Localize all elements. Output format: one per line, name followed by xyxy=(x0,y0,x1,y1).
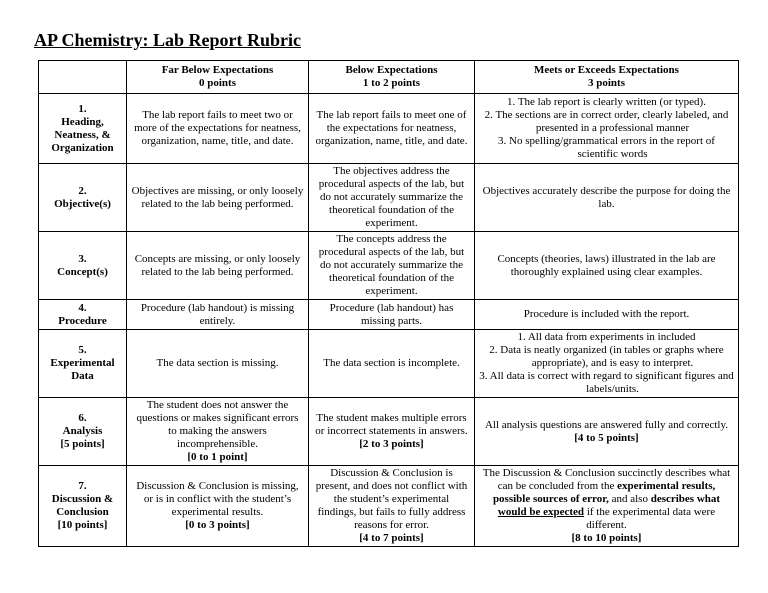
header-far-below: Far Below Expectations 0 points xyxy=(127,61,309,94)
header-row xyxy=(39,61,739,94)
concept-below: The concepts address the procedural aspects of the lab, but do not accurately summarize the theoretical foundation of the experiment. xyxy=(309,232,475,300)
heading-far-below: The lab report fails to meet two or more of the expectations for neatness, organization, name, title, and date. xyxy=(127,94,309,164)
discussion-meets: The Discussion & Conclusion succinctly describes what can be concluded from the experimental results, possible sources of error, and also describes what would be expected if the experimental data were different. [8 to 10 points] xyxy=(475,466,739,547)
rubric-table xyxy=(38,60,739,547)
discussion-below: Discussion & Conclusion is present, and does not conflict with the student’s experimental findings, but fails to fully address reasons for error. [4 to 7 points] xyxy=(309,466,475,547)
heading-below: The lab report fails to meet one of the expectations for neatness, organization, name, title, and date. xyxy=(309,94,475,164)
data-below: The data section is incomplete. xyxy=(309,330,475,398)
data-far-below: The data section is missing. xyxy=(127,330,309,398)
procedure-far-below: Procedure (lab handout) is missing entirely. xyxy=(127,300,309,330)
criterion-procedure: 4. Procedure xyxy=(39,300,127,330)
analysis-far-below: The student does not answer the questions or makes significant errors to making the answers incomprehensible. [0 to 1 point] xyxy=(127,398,309,466)
criterion-data: 5. Experimental Data xyxy=(39,330,127,398)
header-meets: Meets or Exceeds Expectations 3 points xyxy=(475,61,739,94)
criterion-objective: 2. Objective(s) xyxy=(39,164,127,232)
objective-below: The objectives address the procedural aspects of the lab, but do not accurately summarize the theoretical foundation of the experiment. xyxy=(309,164,475,232)
procedure-below: Procedure (lab handout) has missing parts. xyxy=(309,300,475,330)
discussion-far-below: Discussion & Conclusion is missing, or is in conflict with the student’s experimental results. [0 to 3 points] xyxy=(127,466,309,547)
row-concept xyxy=(39,232,739,300)
row-heading xyxy=(39,94,739,164)
row-procedure xyxy=(39,300,739,330)
row-analysis xyxy=(39,398,739,466)
concept-meets: Concepts (theories, laws) illustrated in the lab are thoroughly explained using clear examples. xyxy=(475,232,739,300)
criterion-heading: 1. Heading, Neatness, & Organization xyxy=(39,94,127,164)
header-below: Below Expectations 1 to 2 points xyxy=(309,61,475,94)
analysis-below: The student makes multiple errors or incorrect statements in answers. [2 to 3 points] xyxy=(309,398,475,466)
row-objective xyxy=(39,164,739,232)
objective-far-below: Objectives are missing, or only loosely related to the lab being performed. xyxy=(127,164,309,232)
objective-meets: Objectives accurately describe the purpose for doing the lab. xyxy=(475,164,739,232)
criterion-discussion: 7. Discussion & Conclusion [10 points] xyxy=(39,466,127,547)
header-blank xyxy=(39,61,127,94)
data-meets: 1. All data from experiments in included 2. Data is neatly organized (in tables or graphs where appropriate), and is easy to interpret. 3. All data is correct with regard to significant figures and labels/units. xyxy=(475,330,739,398)
criterion-analysis: 6. Analysis [5 points] xyxy=(39,398,127,466)
heading-meets: 1. The lab report is clearly written (or typed). 2. The sections are in correct order, clearly labeled, and presented in a professional manner 3. No spelling/grammatical errors in the report of scientific words xyxy=(475,94,739,164)
procedure-meets: Procedure is included with the report. xyxy=(475,300,739,330)
row-data xyxy=(39,330,739,398)
analysis-meets: All analysis questions are answered fully and correctly. [4 to 5 points] xyxy=(475,398,739,466)
page-title: AP Chemistry: Lab Report Rubric xyxy=(34,30,301,50)
concept-far-below: Concepts are missing, or only loosely related to the lab being performed. xyxy=(127,232,309,300)
row-discussion xyxy=(39,466,739,547)
criterion-concept: 3. Concept(s) xyxy=(39,232,127,300)
